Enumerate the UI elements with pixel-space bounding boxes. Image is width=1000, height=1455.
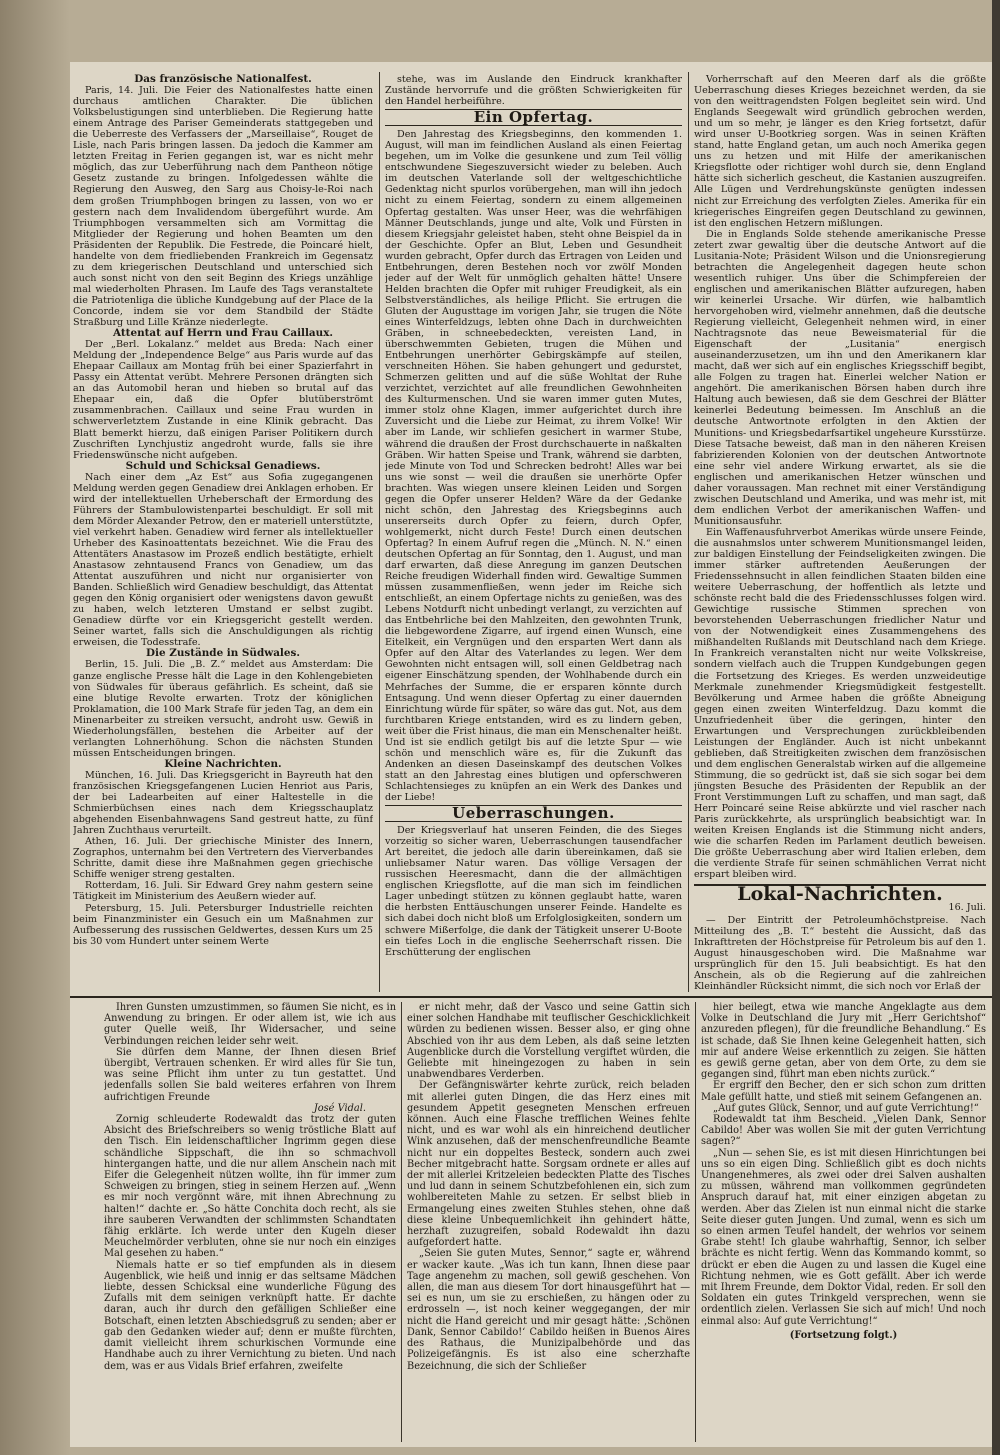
feuilleton-rule bbox=[70, 996, 992, 998]
article-waffenausfuhr: Ein Waffenausfuhrverbot Amerikas würde unsere Feinde, die ausnahmslos unter schwerem Munitionsmangel leiden, zur baldigen Einstellung der Feindseligkeiten zwingen. Die immer stärker auftretenden Aeußerungen der Friedenssehnsucht in allen feindlichen Staaten bilden eine weitere Ueberraschung, der hoffentlich als letzte und schönste recht bald die des Friedensschlusses folgen wird. Gewichtige russische Stimmen sprechen von bevorstehenden Ueberraschungen friedlicher Natur und von der Notwendigkeit eines Zusammengehens des mißhandelten Rußlands mit Deutschland nach dem Kriege. In Frankreich veranstalten nicht nur weite Volkskreise, sondern vielfach auch die Truppen Kundgebungen gegen die Fortsetzung des Krieges. Es werden unzweideutige Merkmale zunehmender Kriegsmüdigkeit festgestellt. Bevölkerung und Armee haben die größte Abneigung gegen einen zweiten Winterfeldzug. Dazu kommt die Unzufriedenheit über die geringen, hinter den Erwartungen und Versprechungen zurückbleibenden Leistungen der Engländer. Auch ist nicht unbekannt geblieben, daß Streitigkeiten zwischen dem französischen und dem englischen Generalstab wirken auf die allgemeine Stimmung, die so gedrückt ist, daß sie sich sogar bei dem jüngsten Besuche des Präsidenten der Republik an der Front Verstimmungen Luft zu schaffen, und man sagt, daß Herr Poincaré seine Reise abkürzte und viel rascher nach Paris zurückkehrte, als ursprünglich beabsichtigt war. In weiten Kreisen Englands ist die Stimmung nicht anders, wie die scharfen Reden im Parlament deutlich beweisen. Die größte Ueberraschung aber wird Italien erleben, dem die verdiente Strafe für seinen schmählichen Verrat nicht erspart bleiben wird. bbox=[694, 526, 986, 881]
feuilleton-text: er nicht mehr, daß der Vasco und seine Gattin sich einer solchen Handhabe mit teuflischer Geschicklichkeit würden zu bedienen wissen. Besser also, er ging ohne Abschied von ihr aus dem Leben, als daß seine letzten Augenblicke durch die Vorstellung vergiftet würden, die Geliebte mit hineingezogen zu haben in sein unabwendbares Verderben. bbox=[407, 1002, 690, 1081]
article-opfertag: Den Jahrestag des Kriegsbeginns, den kommenden 1. August, will man im feindlichen Ausland als einen Feiertag begehen, um im Volke die gesunkene und zum Teil völlig entschwundene Siegeszuversicht wieder zu beleben. Auch im deutschen Vaterlande soll der weltgeschichtliche Gedenktag nicht spurlos vorübergehen, man will ihn jedoch nicht zu einem Feiertag, sondern zu einem allgemeinen Opfertag gestalten. Was unser Heer, was die wehrfähigen Männer Deutschlands, junge und alte, Volk und Fürsten in diesem Kriegsjahr geleistet haben, steht ohne Beispiel da in der Geschichte. Opfer an Blut, Leben und Gesundheit wurden gebracht, Opfer durch das Ertragen von Leiden und Entbehrungen, deren Bestehen noch vor zwölf Monden jeder auf der Welt für unmöglich gehalten hätte! Unsere Helden brachten die Opfer mit ruhiger Freudigkeit, als ein Selbstverständliches, als heilige Pflicht. Sie ertrugen die Gluten der Augusttage im vorigen Jahr, sie trugen die Nöte eines Winterfeldzugs, lebten ohne Dach in durchweichten Gräben, in schneebedeckten, vereisten Land, in überschwemmten Gebieten, trugen die Mühen und Entbehrungen unerhörter Gebirgskämpfe auf steilen, verschneiten Höhen. Sie haben gehungert und gedurstet, Schmerzen gelitten und auf die süße Wohltat der Ruhe verzichtet, verzichtet auf alle freundlichen Gewohnheiten des Kulturmenschen. Und sie waren immer guten Mutes, immer stolz ohne Klagen, immer aufgerichtet durch ihre Zuversicht und die Liebe zur Heimat, zu ihrem Volke! Wir aber im Lande, wir schliefen gesichert in warmer Stube, während die draußen der Frost durchschauerte in naßkalten Gräben. Wir hatten Speise und Trank, während sie darbten, jede Minute von Tod und Schrecken bedroht! Alles war bei uns wie sonst — weil die draußen sie unerhörte Opfer brachten. Was wiegen unsere kleinen Leiden und Sorgen gegen die Opfer unserer Helden? Wäre da der Gedanke nicht schön, den Jahrestag des Kriegsbeginns auch unsererseits durch Opfer zu feiern, durch Opfer, wohlgemerkt, nicht durch Feste! Durch einen deutschen Opfertag? In einem Aufruf regen die „Münch. N. N.“ einen deutschen Opfertag an für Sonntag, den 1. August, und man darf erwarten, daß diese Anregung im ganzen Deutschen Reiche freudigen Widerhall finden wird. Gewaltige Summen müssen zusammenfließen, wenn jeder im Reiche sich entschließt, an einem Opfertage nichts zu genießen, was des Lebens Notdurft nicht unbedingt verlangt, zu verzichten auf das Entbehrliche bei den Mahlzeiten, den gewohnten Trunk, die liebgewordene Zigarre, auf irgend einen Wunsch, eine Eitelkeit, ein Vergnügen und den ersparten Wert dann als Opfer auf den Altar des Vaterlandes zu legen. Wer dem Gewohnten nicht entsagen will, soll einen Geldbetrag nach eigener Einschätzung spenden, der Wohlhabende durch ein Mehrfaches der Summe, die er ersparen könnte durch Entsagung. Und wenn dieser Opfertag zu einer dauernden Einrichtung würde für später, so wäre das gut. Not, aus dem furchtbaren Kriege entstanden, wird es zu lindern geben, weit über die Frist hinaus, die man ein Menschenalter heißt. Und ist sie endlich getilgt bis auf die letzte Spur — wie schön und menschlich wäre es, für die Zukunft das Andenken an diesen Daseinskampf des deutschen Volkes statt an den Jahrestag eines blutigen und opferschweren Schlachtensieges zu knüpfen an ein Werk des Dankes und der Liebe! bbox=[385, 129, 682, 803]
article-petroleum: — Der Eintritt der Petroleumhöchstpreise. Nach Mitteilung des „B. T.“ besteht die Aussicht, daß das Inkrafttreten der Höchstpreise für Petroleum bis auf den 1. August hinausgeschoben wird. Die Maßnahme war ursprünglich für den 15. Juli beabsichtigt. Es hat den Anschein, als ob die Regierung auf die zahlreichen Kleinhändler Rücksicht nimmt, die sich noch vor Erlaß der bbox=[694, 914, 986, 992]
feuilleton-signature: José Vidal. bbox=[313, 1102, 366, 1114]
headline-kleine-nachrichten: Kleine Nachrichten. bbox=[164, 757, 282, 770]
article-lusitania: Die in Englands Solde stehende amerikanische Presse zetert zwar gewaltig über die deutsche Antwort auf die Lusitania-Note; Präsident Wilson und die Unionsregierung betrachten die Angelegenheit dagegen heute schon wesentlich ruhiger. Uns über die Schimpfereien der englischen und amerikanischen Blätter aufzuregen, haben wir keinerlei Ursache. Wir dürfen, wie halbamtlich hervorgehoben wird, vielmehr annehmen, daß die deutsche Regierung vielleicht, Gelegenheit nehmen wird, in einer Nachtragsnote das neue Beweismaterial für die Eigenschaft der „Lusitania“ energisch auseinanderzusetzen, um ihn und den Amerikanern klar macht, daß wer sich auf ein englisches Kriegsschiff begibt, alle Folgen zu tragen hat. Einerlei welcher Nation er angehört. Die amerikanischen Börsen haben durch ihre Haltung auch bewiesen, daß sie dem Geschrei der Blätter keinerlei Bedeutung beimessen. Im Anschluß an die deutsche Antwortnote erfolgten in den Aktien der Munitions- und Kriegsbedarfsartikel ungeheure Kursstürze. Diese Tatsache beweist, daß man in den näheren Kreisen fabrizierenden Kolonien von der deutschen Antwortnote eine sehr viel andere Wirkung erwartet, als sie die englischen und amerikanischen Hetzer wünschen und daher voraussagen. Man rechnet mit einer Verständigung zwischen Deutschland und Amerika, und was mehr ist, mit dem endlichen Verbot der amerikanischen Waffen- und Munitionsausfuhr. bbox=[694, 228, 986, 527]
article-nationalfest: Paris, 14. Juli. Die Feier des Nationalfestes hatte einen durchaus amtlichen Charakter. Die üblichen Volksbelustigungen sind unterblieben. Die Regierung hatte einem Antrage des Pariser Gemeinderats stattgegeben und die Ueberreste des Verfassers der „Marseillaise“, Rouget de Lisle, nach Paris bringen lassen. Da jedoch die Kammer am letzten Freitag in Ferien gegangen ist, war es nicht mehr möglich, das zur Ueberführung nach dem Pantheon nötige Gesetz zustande zu bringen. Infolgedessen wählte die Regierung den Ausweg, den Sarg aus Choisy-le-Roi nach dem großen Triumphbogen bringen zu lassen, von wo er gestern nach dem Invalidendom übergeführt wurde. Am Triumphbogen versammelten sich am Vormittag die Mitglieder der Regierung und hohen Beamten um den Präsidenten der Republik. Die Festrede, die Poincaré hielt, handelte von dem friedliebenden Frankreich im Gegensatz zu dem kriegerischen Deutschland und unterschied sich auch sonst nicht von den seit Beginn des Kriegs unzählige mal wiederholten Phrasen. Im Laufe des Tags veranstaltete die Patriotenliga die übliche Kundgebung auf der Place de la Concorde, indem sie vor dem Standbild der Städte Straßburg und Lille Kränze niederlegte. bbox=[73, 85, 373, 329]
article-ueberraschungen-cont: Vorherrschaft auf den Meeren darf als die größte Ueberraschung dieses Krieges bezeichnet werden, da sie von den weittragendsten Folgen begleitet sein wird. Und Englands Seegewalt wird gründlich gebrochen werden, und um so mehr, je länger es den Krieg fortsetzt, dafür wird unser U-Bootkrieg sorgen. Was in seinen Kräften stand, hatte England getan, um auch noch Amerika gegen uns zu hetzen und mit Hilfe der amerikanischen Kriegsflotte oder richtiger wohl durch sie, denn England hätte sich sicherlich gescheut, die Kastanien auszugreifen. Alle Lügen und Verdrehungskünste genügten indessen nicht zur Erreichung des verfolgten Zieles. Amerika für ein kriegerisches Eingreifen gegen Deutschland zu gewinnen, ist den englischen Hetzern mißlungen. bbox=[694, 74, 986, 229]
feuilleton-text: Der Gefängniswärter kehrte zurück, reich beladen mit allerlei guten Dingen, die das Herz eines mit gesundem Appetit gesegneten Menschen erfreuen können. Auch eine Flasche trefflichen Weines fehlte nicht, und es war wohl als ein hinreichend deutlicher Wink anzusehen, daß der menschenfreundliche Beamte nicht nur ein doppeltes Besteck, sondern auch zwei Becher mitgebracht hatte. Sorgsam ordnete er alles auf der mit allerlei Kritzeleien bedeckten Platte des Tisches und lud dann in seinem Schutzbefohlenen ein, sich zum wohlbereiteten Mahle zu setzen. Er selbst blieb in Ermangelung eines zweiten Stuhles stehen, ohne daß diese kleine Unbequemlichkeit ihn gehindert hätte, herzhaft zuzugreifen, sobald Rodewaldt ihn dazu aufgefordert hatte. bbox=[407, 1080, 690, 1249]
feuilleton-text: Ihren Gunsten umzustimmen, so fäumen Sie nicht, es in Anwendung zu bringen. Er oder allem ist, wie ich aus guter Quelle weiß, Ihr Widersacher, und seine Verbindungen reichen leider sehr weit. bbox=[104, 1002, 396, 1047]
feuilleton-text: Sie dürfen dem Manne, der Ihnen diesen Brief übergibt, Vertrauen schenken. Er wird alles für Sie tun, was seine Pflicht ihm unter zu tun gestattet. Und jedenfalls sollen Sie bald weiteres erfahren von Ihrem aufrichtigen Freunde bbox=[104, 1046, 396, 1103]
column-2 bbox=[385, 74, 682, 992]
news-rotterdam: Rotterdam, 16. Juli. Sir Edward Grey nahm gestern seine Tätigkeit im Ministerium des Aeußern wieder auf. bbox=[73, 880, 373, 903]
headline-opfertag: Ein Opfertag. bbox=[385, 109, 682, 126]
column-divider-2 bbox=[688, 72, 689, 992]
fortsetzung-folgt: (Fortsetzung folgt.) bbox=[789, 1329, 898, 1341]
headline-nationalfest: Das französische Nationalfest. bbox=[134, 74, 312, 85]
article-suedwales: Berlin, 15. Juli. Die „B. Z.“ meldet aus Amsterdam: Die ganze englische Presse hält die Lage in den Kohlengebieten von Südwales für überaus gefährlich. Es scheint, daß sie eine blutige Revolte erwarten. Trotz der königlichen Proklamation, die 100 Mark Strafe für jeden Tag, an dem ein Minenarbeiter zu streiken versucht, androht usw. Gewiß in Wiederholungsfällen, bestehen die Arbeiter auf der verlangten Lohnerhöhung. Schon die nächsten Stunden müssen Entscheidungen bringen. bbox=[73, 659, 373, 759]
headline-attentat-caillaux: Attentat auf Herrn und Frau Caillaux. bbox=[112, 327, 334, 340]
feuilleton-text: „Auf gutes Glück, Sennor, und auf gute Verrichtung!“ bbox=[713, 1102, 979, 1114]
feuilleton-text: Niemals hatte er so tief empfunden als in diesem Augenblick, wie heiß und innig er das seltsame Mädchen liebte, dessen Schicksal eine wunderliche Fügung des Zufalls mit dem seinigen verknüpft hatte. Er dachte daran, auch ihr durch den gefälligen Schließer eine Botschaft, einen letzten Abschiedsgruß zu senden; aber er gab den Gedanken wieder auf; denn er mußte fürchten, damit vielleicht ihrem schurkischen Vormunde eine Handhabe auch zu ihrer Vernichtung zu bieten. Und nach dem, was er aus Vidals Brief erfahren, zweifelte bbox=[104, 1259, 396, 1372]
feuilleton-text: Rodewaldt tat ihm Bescheid. „Vielen Dank, Sennor Cabildo! Aber was wollen Sie mit der guten Verrichtung sagen?“ bbox=[701, 1114, 986, 1148]
feuilleton-text: Er ergriff den Becher, den er sich schon zum dritten Male gefüllt hatte, und stieß mit seinem Gefangenen an. bbox=[701, 1080, 986, 1103]
feuilleton-text: hier beilegt, etwa wie manche Angeklagte aus dem Volke in Deutschland die Jury mit „Herr Gerichtshof“ anzureden pflegen), für die freundliche Behandlung.“ Es ist schade, daß Sie Ihnen keine Gelegenheit hatten, sich mir auf andere Weise erkenntlich zu zeigen. Sie hätten es gewiß gerne getan, aber von dem Orte, zu dem sie gegangen sind, führt man eben nichts zurück.“ bbox=[701, 1002, 986, 1081]
binding-spine bbox=[992, 0, 1000, 1455]
article-continued: stehe, was im Auslande den Eindruck krankhafter Zustände hervorrufe und die größten Schwierigkeiten für den Handel herbeiführe. bbox=[385, 74, 682, 108]
feuilleton-text: „Seien Sie guten Mutes, Sennor,“ sagte er, während er wacker kaute. „Was ich tun kann, Ihnen diese paar Tage angenehm zu machen, soll gewiß geschehen. Von allen, die man aus diesem Tor dort hinausgeführt hat — sei es nun, um sie zu erschießen, zu hängen oder zu erdrosseln —, ist noch keiner weggegangen, der mir nicht die Hand gereicht und mir gesagt hätte: ‚Schönen Dank, Sennor Cabildo!‘ Cabildo heißen in Buenos Aires des Rathaus, die Munizipalbehörde und das Polizeigefängnis. Es ist also eine scherzhafte Bezeichnung, die sich der Schließer bbox=[407, 1248, 690, 1372]
lokal-dateline: 16. Juli. bbox=[948, 902, 986, 914]
page-edge-shadow bbox=[0, 0, 70, 1455]
feuilleton-column-1 bbox=[104, 1002, 396, 1442]
headline-ueberraschungen: Ueberraschungen. bbox=[385, 805, 682, 822]
column-3 bbox=[694, 74, 986, 992]
article-genadiew: Nach einer dem „Az Est“ aus Sofia zugegangenen Meldung werden gegen Genadiew drei Anklagen erhoben. Er wird der intellektuellen Urheberschaft der Ermordung des Führers der Stambulowistenpartei beschuldigt. Er soll mit dem Mörder Alexander Petrow, den er materiell unterstützte, viel verkehrt haben. Genadiew wird ferner als intellektueller Urheber des Kasinoattentats bezeichnet. Wie die Frau des Attentäters Anastasow im Prozeß endlich bestätigte, erhielt Anastasow zehntausend Francs von Genadiew, um das Attentat auszuführen und nicht nur organisierter von Banden. Schließlich wird Genadiew beschuldigt, das Attentat gegen den König organisiert oder wenigstens davon gewußt zu haben, welch letzteren Umstand er selbst zugibt. Genadiew dürfte vor ein Kriegsgericht gestellt werden. Seiner wartet, falls sich die Anschuldigungen als richtig erweisen, die Todesstrafe. bbox=[73, 471, 373, 649]
news-athen: Athen, 16. Juli. Der griechische Minister des Innern, Zographos, unternahm bei den Vertretern des Vierverbandes Schritte, damit diese ihre Maßnahmen gegen griechische Schiffe weniger streng gestalten. bbox=[73, 836, 373, 881]
feuilleton-text: „Nun — sehen Sie, es ist mit diesen Hinrichtungen bei uns so ein eigen Ding. Schließlich gibt es doch nichts Unangenehmeres, als zwei oder drei Salven aushalten zu müssen, während man vollkommen gegründeten Anspruch darauf hat, mit einer einzigen abgetan zu werden. Aber das Zielen ist nun einmal nicht die starke Seite dieser guten Jungen. Und zumal, wenn es sich um so einen armen Teufel handelt, der wehrlos vor seinem Grabe steht! Ich glaube wahrhaftig, Sennor, ich selber brächte es nicht fertig. Wenn das Kommando kommt, so drückt er eben die Augen zu und lassen die Kugel eine Richtung nehmen, wie es Gott gefällt. Aber ich werde mit Ihrem Freunde, dem Doktor Vidal, reden. Er soll den Soldaten ein gutes Trinkgeld versprechen, wenn sie ordentlich zielen. Verlassen Sie sich auf mich! Und noch einmal also: Auf gute Verrichtung!“ bbox=[701, 1147, 986, 1327]
feuilleton-column-2 bbox=[407, 1002, 690, 1442]
column-divider-1 bbox=[379, 72, 380, 992]
feuilleton-divider-1 bbox=[401, 1002, 402, 1442]
column-1 bbox=[73, 74, 373, 992]
news-muenchen: München, 16. Juli. Das Kriegsgericht in Bayreuth hat den französischen Kriegsgefangenen Lucien Henriot aus Paris, der bei Ladearbeiten auf einer Haltestelle in die Schmierbüchsen eines nach dem Kriegsschauplatz abgehenden Eisenbahnwagens Sand gestreut hatte, zu fünf Jahren Zuchthaus verurteilt. bbox=[73, 769, 373, 837]
article-ueberraschungen: Der Kriegsverlauf hat unseren Feinden, die des Sieges vorzeitig so sicher waren, Ueberraschungen tausendfacher Art bereitet, die jedoch alle darin übereinkamen, daß sie unliebsamer Natur waren. Das völlige Versagen der russischen Heeresmacht, dann die der allmächtigen englischen Kriegsflotte, auf die man sich im feindlichen Lager unbedingt stützen zu können geglaubt hatte, waren die herbsten Enttäuschungen unserer Feinde. Handelte es sich dabei doch nicht bloß um Erfolglosigkeiten, sondern um schwere Mißerfolge, die dank der Tätigkeit unserer U-Boote ein tiefes Loch in die englische Seeherrschaft rissen. Die Erschütterung der englischen bbox=[385, 825, 682, 958]
headline-lokal-nachrichten: Lokal-Nachrichten. bbox=[694, 884, 986, 901]
feuilleton-divider-2 bbox=[695, 1002, 696, 1442]
newspaper-page bbox=[70, 62, 992, 1447]
headline-genadiew: Schuld und Schicksal Genadiews. bbox=[125, 459, 321, 472]
feuilleton-text: Zornig schleuderte Rodewaldt das trotz der guten Absicht des Briefschreibers so wenig tröstliche Blatt auf den Tisch. Ein leidenschaftlicher Ingrimm gegen diese schändliche Sippschaft, die ihn so schmachvoll hintergangen hatte, und die nur allem Anschein nach mit Eifer die Gelegenheit nützen wollte, ihn für immer zum Schweigen zu bringen, stieg in seinem Herzen auf. „Wenn es mir noch vergönnt wäre, mit ihnen Abrechnung zu halten!“ dachte er. „So hätte Conchita doch recht, als sie ihre sauberen Verwandten der schlimmsten Schandtaten fähig erklärte. Ich werde unter den Kugeln dieser Meuchelmörder verbluten, ohne sie nur noch ein einziges Mal gesehen zu haben.“ bbox=[104, 1114, 396, 1260]
article-attentat-caillaux: Der „Berl. Lokalanz.“ meldet aus Breda: Nach einer Meldung der „Independence Belge“ aus Paris wurde auf das Ehepaar Caillaux am Montag früh bei einer Spazierfahrt in Passy ein Attentat verübt. Mehrere Personen drängten sich an das Automobil heran und hieben so brutal auf das Ehepaar ein, daß die Opfer blutüberströmt zusammenbrachen. Caillaux und seine Frau wurden in schwerverletztem Zustande in eine Klinik gebracht. Das Blatt bemerkt hierzu, daß einigen Pariser Politikern durch Zuschriften Lynchjustiz angedroht wurde, falls sie ihre Friedenswünsche nicht aufgeben. bbox=[73, 339, 373, 461]
headline-suedwales: Die Zustände in Südwales. bbox=[146, 647, 300, 660]
feuilleton-column-3 bbox=[701, 1002, 986, 1442]
news-petersburg: Petersburg, 15. Juli. Petersburger Industrielle reichten beim Finanzminister ein Gesuch ein um Maßnahmen zur Aufbesserung des russischen Geldwertes, dessen Kurs um 25 bis 30 vom Hundert unter seinem Werte bbox=[73, 902, 373, 947]
